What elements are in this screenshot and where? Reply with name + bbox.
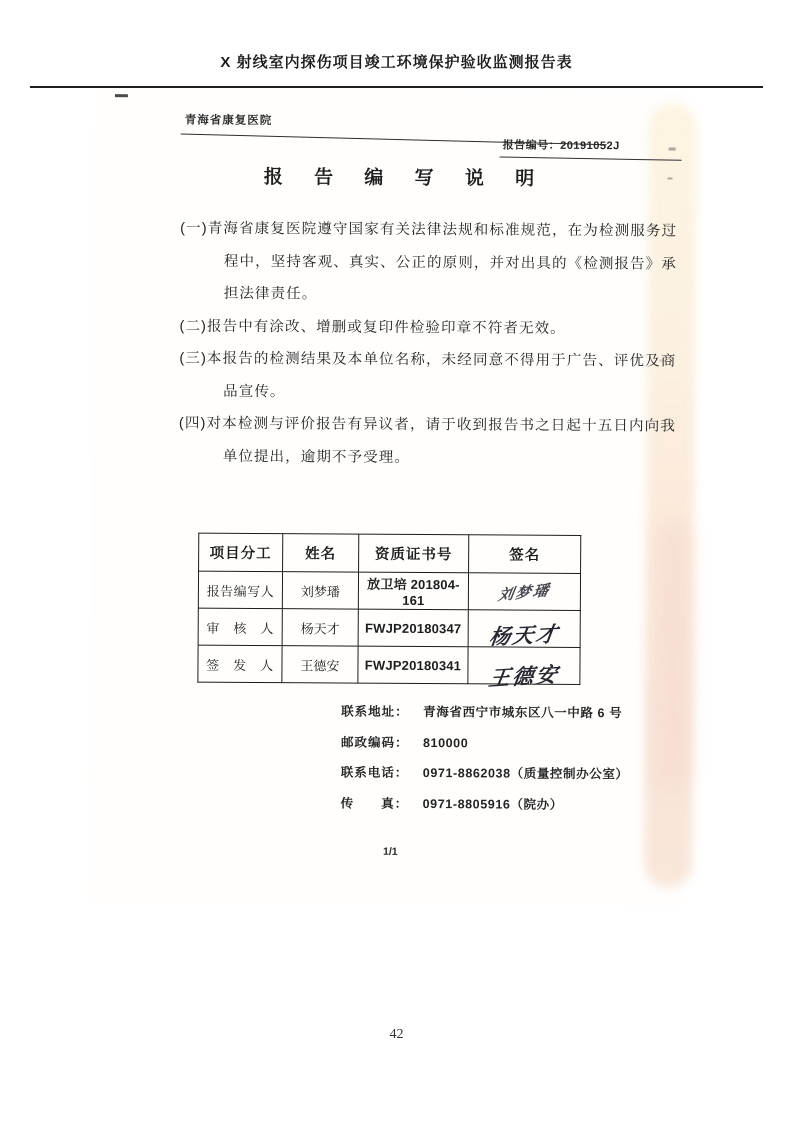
contact-row bbox=[341, 702, 629, 722]
contact-label: 邮政编码： bbox=[340, 735, 409, 750]
note-number: (四) bbox=[178, 415, 207, 432]
report-number-value: 20191052J bbox=[560, 139, 620, 153]
note-paragraph bbox=[180, 213, 678, 314]
contact-value: 810000 bbox=[422, 735, 469, 750]
document-page-number: 42 bbox=[389, 1027, 404, 1042]
handwritten-signature: 王德安 bbox=[487, 663, 561, 691]
name-cell: 王德安 bbox=[282, 646, 358, 683]
contact-value: 0971-8862038（质量控制办公室） bbox=[422, 766, 629, 782]
role-cell: 审 核 人 bbox=[198, 608, 282, 646]
note-paragraph bbox=[179, 408, 676, 476]
note-text: 青海省康复医院遵守国家有关法律法规和标准规范，在为检测服务过程中，坚持客观、真实、公正的原则，并对出具的《检测报告》承担法律责任。 bbox=[207, 220, 678, 303]
note-text: 对本检测与评价报告有异议者，请于收到报告书之日起十五日内向我单位提出，逾期不予受理。 bbox=[206, 415, 676, 466]
contact-block bbox=[341, 702, 629, 826]
name-cell: 刘梦璠 bbox=[282, 572, 358, 609]
contact-row bbox=[341, 763, 629, 783]
contact-label: 联系地址： bbox=[341, 704, 409, 719]
report-section-title: 报 告 编 写 说 明 bbox=[263, 167, 548, 190]
note-paragraph bbox=[179, 310, 676, 346]
scan-speck bbox=[669, 148, 676, 151]
cert-cell: 放卫培 201804-161 bbox=[358, 572, 468, 610]
column-header-role: 项目分工 bbox=[199, 533, 283, 572]
cert-cell: FWJP20180341 bbox=[358, 646, 468, 684]
contact-row bbox=[341, 732, 629, 752]
organization-name: 青海省康复医院 bbox=[184, 114, 273, 128]
cert-cell: FWJP20180347 bbox=[358, 609, 468, 647]
contact-value: 青海省西宁市城东区八一中路 6 号 bbox=[423, 705, 623, 721]
note-number: (一) bbox=[180, 220, 208, 237]
document-title: X 射线室内探伤项目竣工环境保护验收监测报告表 bbox=[220, 54, 573, 71]
name-cell: 杨天才 bbox=[282, 609, 358, 646]
report-number-label: 报告编号： bbox=[502, 139, 561, 152]
table-row bbox=[198, 645, 580, 684]
handwritten-signature: 杨天才 bbox=[487, 623, 561, 650]
contact-value: 0971-8805916（院办） bbox=[422, 796, 563, 812]
role-cell: 报告编写人 bbox=[198, 571, 282, 609]
contact-row bbox=[341, 793, 629, 813]
note-number: (三) bbox=[179, 350, 207, 367]
note-number: (二) bbox=[179, 318, 208, 335]
role-cell: 签 发 人 bbox=[198, 645, 282, 683]
signature-cell bbox=[468, 573, 580, 611]
column-header-cert: 资质证书号 bbox=[359, 534, 469, 573]
signoff-table bbox=[197, 533, 581, 691]
handwritten-signature: 刘梦璠 bbox=[496, 581, 552, 604]
column-header-name: 姓名 bbox=[283, 534, 359, 572]
report-notes bbox=[179, 213, 678, 476]
column-header-signature: 签名 bbox=[469, 535, 581, 574]
scan-corner-mark bbox=[115, 94, 128, 97]
report-number bbox=[503, 136, 620, 153]
table-header-row bbox=[199, 533, 581, 573]
note-text: 报告中有涂改、增删或复印件检验印章不符者无效。 bbox=[206, 318, 566, 337]
note-paragraph bbox=[179, 343, 676, 411]
scan-page-indicator: 1/1 bbox=[382, 845, 398, 858]
table-row bbox=[198, 571, 580, 610]
note-text: 本报告的检测结果及本单位名称，未经同意不得用于广告、评优及商品宣传。 bbox=[206, 350, 677, 400]
table-row bbox=[198, 608, 580, 647]
contact-label: 传 真： bbox=[340, 796, 409, 811]
contact-label: 联系电话： bbox=[340, 765, 409, 780]
scanned-report-page bbox=[90, 88, 687, 906]
signature-cell bbox=[468, 647, 580, 691]
scan-edge-artifact bbox=[657, 521, 689, 791]
signature-cell bbox=[468, 610, 580, 648]
